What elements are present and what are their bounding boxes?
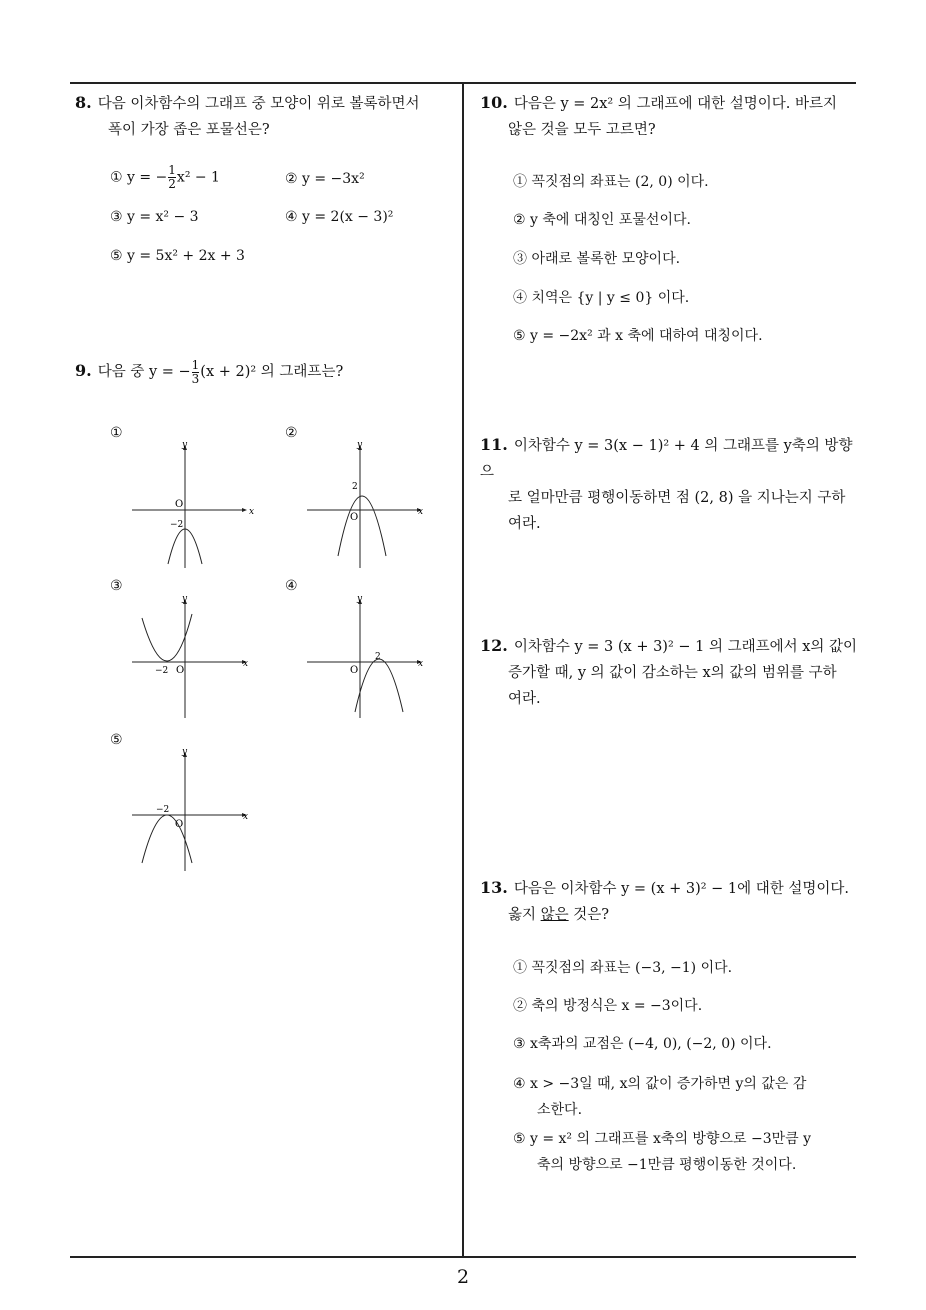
question-text: 다음 중 y = − (97, 364, 191, 380)
q13-option-4-cont: 소한다. (537, 1102, 583, 1118)
q8-option-5[interactable]: ⑤ y = 5x² + 2x + 3 (110, 248, 245, 264)
q13-option-4[interactable] (513, 1073, 806, 1093)
question-12 (480, 633, 865, 712)
question-text: 이차함수 y = 3 (x + 3)² − 1 의 그래프에서 x의 값이 (513, 639, 858, 655)
option-text: ④ x > −3일 때, x의 값이 증가하면 y의 값은 감 (513, 1076, 807, 1092)
q8-option-1[interactable] (110, 164, 220, 191)
tick-label: −2 (156, 805, 170, 815)
question-number: 9. (75, 361, 92, 380)
question-text-cont (480, 902, 865, 928)
bottom-rule (70, 1256, 856, 1258)
origin-label: O (176, 665, 185, 676)
y-label: y (182, 594, 188, 604)
q13-option-5-cont: 축의 방향으로 −1만큼 평행이동한 것이다. (537, 1157, 797, 1173)
q13-option-2[interactable]: ② 축의 방정식은 x = −3이다. (513, 998, 703, 1014)
q9-option-5-label[interactable]: ⑤ (110, 732, 123, 748)
q10-option-1[interactable]: ① 꼭짓점의 좌표는 (2, 0) 이다. (513, 174, 709, 190)
question-text-cont: 여라. (508, 516, 541, 532)
question-text: 다음은 이차함수 y = (x + 3)² − 1에 대한 설명이다. (513, 881, 850, 897)
parabola (355, 659, 403, 712)
x-label: x (243, 659, 249, 669)
x-label: x (249, 507, 254, 517)
text-part: 것은? (568, 907, 610, 923)
y-label: y (357, 594, 363, 604)
x-axis-arrow-icon (242, 508, 247, 512)
question-text-cont: 로 얼마만큼 평행이동하면 점 (2, 8) 을 지나는지 구하 (508, 490, 846, 506)
origin-label: O (175, 819, 184, 830)
q9-option-4-label[interactable]: ④ (285, 578, 298, 594)
tick-label: −2 (170, 520, 184, 530)
y-label: y (357, 440, 363, 450)
q9-option-1-label[interactable]: ① (110, 425, 123, 441)
fraction (192, 359, 200, 386)
q9-graph-5[interactable] (130, 745, 254, 879)
fraction (168, 164, 176, 191)
x-label: x (418, 659, 424, 669)
question-number: 13. (480, 878, 508, 897)
question-number: 10. (480, 93, 508, 112)
question-number: 12. (480, 636, 508, 655)
numerator: 1 (168, 163, 176, 177)
q10-option-4[interactable]: ④ 치역은 {y | y ≤ 0} 이다. (513, 290, 690, 306)
question-text-cont: 여라. (508, 691, 541, 707)
origin-label: O (350, 512, 359, 523)
q8-option-2[interactable]: ② y = −3x² (285, 171, 365, 187)
denominator: 2 (168, 177, 176, 191)
q8-option-3[interactable]: ③ y = x² − 3 (110, 209, 199, 225)
q10-option-3[interactable]: ③ 아래로 볼록한 모양이다. (513, 251, 681, 267)
question-text-cont: 폭이 가장 좁은 포물선은? (108, 122, 270, 138)
y-label: y (182, 747, 188, 757)
q9-graph-4[interactable] (305, 592, 429, 726)
origin-label: O (175, 499, 184, 510)
option-text: x² − 1 (176, 169, 220, 186)
denominator: 3 (191, 371, 200, 386)
question-number: 8. (75, 93, 92, 112)
x-label: x (418, 507, 424, 517)
text-part: 옳지 (508, 907, 541, 923)
question-11 (480, 432, 865, 537)
tick-label: 2 (352, 482, 358, 492)
q13-option-1[interactable]: ① 꼭짓점의 좌표는 (−3, −1) 이다. (513, 960, 733, 976)
y-label: y (182, 440, 188, 450)
option-text: ⑤ y = x² 의 그래프를 x축의 방향으로 −3만큼 y (513, 1131, 812, 1147)
tick-label: −2 (155, 666, 169, 676)
q13-option-3[interactable]: ③ x축과의 교점은 (−4, 0), (−2, 0) 이다. (513, 1036, 772, 1052)
question-10 (480, 90, 860, 143)
x-label: x (243, 812, 249, 822)
q10-option-2[interactable]: ② y 축에 대칭인 포물선이다. (513, 212, 691, 228)
question-number: 11. (480, 435, 508, 454)
question-text: 다음은 y = 2x² 의 그래프에 대한 설명이다. 바르지 (513, 96, 838, 112)
page-number: 2 (456, 1266, 470, 1288)
question-13 (480, 875, 865, 928)
column-divider (462, 82, 464, 1257)
q9-graph-1[interactable] (130, 438, 254, 572)
question-text-cont: 증가할 때, y 의 값이 감소하는 x의 값의 범위를 구하 (508, 665, 837, 681)
q9-option-2-label[interactable]: ② (285, 425, 298, 441)
question-text: (x + 2)² 의 그래프는? (200, 364, 344, 380)
q8-option-4[interactable]: ④ y = 2(x − 3)² (285, 209, 394, 225)
question-text-cont: 않은 것을 모두 고르면? (508, 122, 656, 138)
q10-option-5[interactable]: ⑤ y = −2x² 과 x 축에 대하여 대칭이다. (513, 328, 763, 344)
q9-option-3-label[interactable]: ③ (110, 578, 123, 594)
q13-option-5[interactable] (513, 1128, 811, 1148)
question-text: 다음 이차함수의 그래프 중 모양이 위로 볼록하면서 (97, 96, 420, 112)
origin-label: O (350, 665, 359, 676)
question-text: 이차함수 y = 3(x − 1)² + 4 의 그래프를 y축의 방향으 (480, 438, 853, 480)
tick-label: 2 (375, 652, 381, 662)
question-8 (75, 90, 460, 143)
q9-graph-2[interactable] (305, 438, 429, 572)
q9-graph-3[interactable] (130, 592, 254, 726)
numerator: 1 (191, 357, 200, 372)
option-text: ① y = − (110, 169, 168, 186)
parabola (338, 496, 386, 556)
question-9 (75, 358, 460, 386)
underlined-text: 않은 (540, 907, 569, 923)
